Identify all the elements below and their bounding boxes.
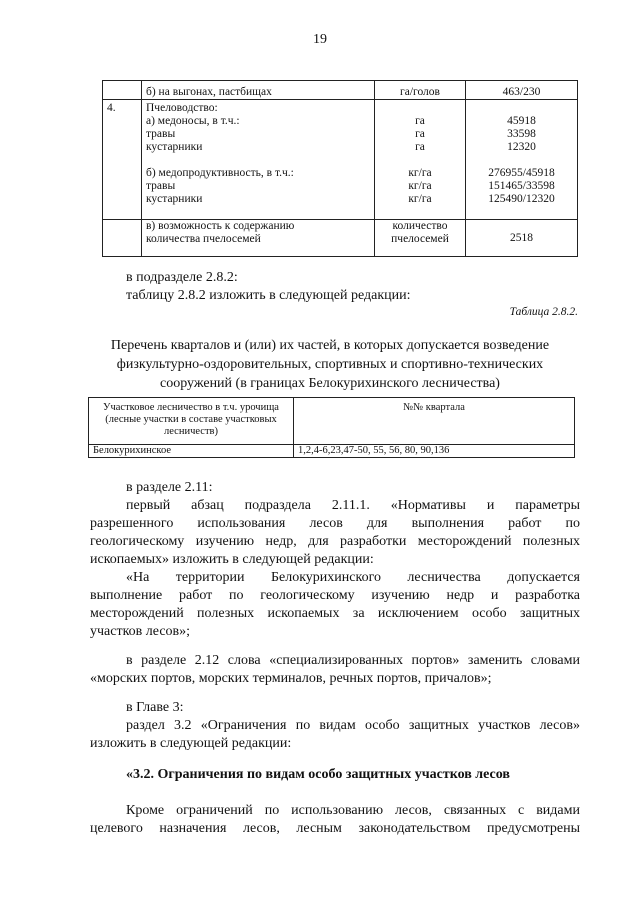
paragraph: в Главе 3:	[126, 700, 184, 715]
cell-line: пчелосемей	[391, 233, 449, 245]
paragraph-line: выполнение работ по геологическому изучению недр и разработка	[90, 588, 580, 603]
cell-line: в) возможность к содержанию	[146, 220, 295, 232]
table-row	[89, 445, 575, 458]
column-header: №№ квартала	[294, 398, 575, 445]
spacer	[470, 102, 573, 115]
cell-line: 151465/33598	[488, 180, 555, 192]
table-cell	[103, 81, 142, 100]
table-cell	[142, 220, 375, 257]
cell-line: кг/га	[408, 167, 432, 179]
table-cell: га/голов	[375, 81, 466, 100]
cell-line: кг/га	[408, 180, 432, 192]
cell-line: 276955/45918	[488, 167, 555, 179]
paragraph-line: целевого назначения лесов, лесным законодательством предусмотрены	[90, 821, 580, 836]
table-cell: Белокурихинское	[89, 445, 294, 458]
table-row	[103, 220, 578, 257]
paragraph: в разделе 2.11:	[126, 480, 213, 495]
quarters-table	[88, 397, 575, 458]
table-cell: 2518	[466, 220, 578, 257]
cell-line: количество	[392, 220, 448, 232]
paragraph-line: «морских портов, морских терминалов, речных портов, причалов»;	[90, 671, 492, 686]
cell-line: травы	[146, 180, 176, 192]
cell-line: 125490/12320	[488, 193, 555, 205]
paragraph-line: изложить в следующей редакции:	[90, 736, 292, 751]
cell-line: 45918	[507, 115, 536, 127]
page-number: 19	[313, 32, 327, 47]
paragraph-line: раздел 3.2 «Ограничения по видам особо защитных участков лесов»	[126, 718, 580, 733]
table-cell	[103, 100, 142, 220]
cell-line: кустарники	[146, 141, 203, 153]
cell-line: Пчеловодство:	[146, 102, 218, 114]
paragraph-line: «На территории Белокурихинского лесничества допускается	[126, 570, 580, 585]
paragraph-line: Кроме ограничений по использованию лесов, связанных с видами	[126, 803, 580, 818]
heading-line: Перечень кварталов и (или) их частей, в которых допускается возведение	[110, 338, 550, 353]
table-label: Таблица 2.8.2.	[509, 306, 578, 318]
table-cell: 463/230	[466, 81, 578, 100]
table-cell	[375, 220, 466, 257]
table-row	[103, 100, 578, 220]
paragraph-line: ископаемых» изложить в следующей редакции:	[90, 552, 374, 567]
table-heading	[80, 336, 580, 393]
cell-line: 33598	[507, 128, 536, 140]
section-title: «3.2. Ограничения по видам особо защитных участков лесов	[126, 767, 510, 782]
cell-line: кг/га	[408, 193, 432, 205]
paragraph-line: первый абзац подраздела 2.11.1. «Нормативы и параметры	[126, 498, 580, 513]
cell-line: 12320	[507, 141, 536, 153]
heading-line: физкультурно-оздоровительных, спортивных и спортивно-технических	[116, 357, 544, 372]
paragraph: в подразделе 2.8.2:	[126, 270, 238, 285]
table-cell	[142, 100, 375, 220]
cell-line: а) медоносы, в т.ч.:	[146, 115, 240, 127]
spacer	[470, 154, 573, 167]
paragraph-line: разрешенного использования лесов для выполнения работ по	[90, 516, 580, 531]
heading-line: сооружений (в границах Белокурихинского лесничества)	[160, 376, 500, 391]
table-cell	[466, 100, 578, 220]
paragraph-line: в разделе 2.12 слова «специализированных портов» заменить словами	[126, 653, 580, 668]
spacer	[379, 154, 461, 167]
paragraph-line: участков лесов»;	[90, 624, 191, 639]
table-cell	[103, 220, 142, 257]
table-header-row	[89, 398, 575, 445]
spacer	[146, 154, 370, 167]
cell-line: кустарники	[146, 193, 203, 205]
table-cell: 1,2,4-6,23,47-50, 55, 56, 80, 90,136	[294, 445, 575, 458]
table-cell: б) на выгонах, пастбищах	[142, 81, 375, 100]
paragraph-line: геологическому изучению недр, для разработки месторождений полезных	[90, 534, 580, 549]
cell-line: га	[415, 115, 425, 127]
cell-line: га	[415, 128, 425, 140]
cell-line: травы	[146, 128, 176, 140]
forest-resources-table	[102, 80, 578, 257]
table-cell	[375, 100, 466, 220]
cell-line: га	[415, 141, 425, 153]
spacer	[379, 102, 461, 115]
table-row	[103, 81, 578, 100]
row-number: 4.	[107, 102, 116, 114]
cell-line: б) медопродуктивность, в т.ч.:	[146, 167, 294, 179]
column-header: Участковое лесничество в т.ч. урочища (лесные участки в составе участковых лесничеств)	[89, 398, 294, 445]
cell-line: количества пчелосемей	[146, 233, 261, 245]
paragraph: таблицу 2.8.2 изложить в следующей редакции:	[126, 288, 411, 303]
paragraph-line: месторождений полезных ископаемых за исключением особо защитных	[90, 606, 580, 621]
